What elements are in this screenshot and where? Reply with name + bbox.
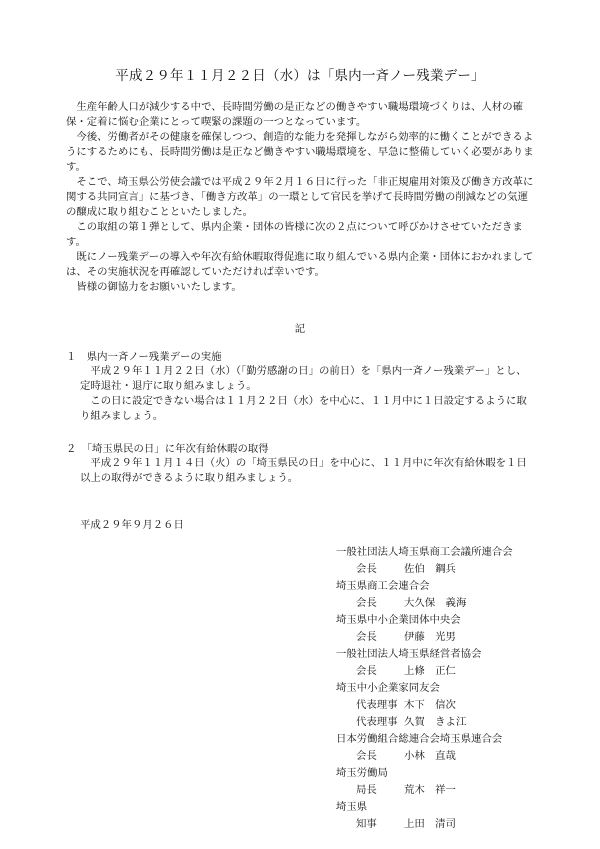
signer-person [336, 629, 513, 646]
signer-person [336, 561, 513, 578]
signer-title: 知事 [356, 818, 377, 830]
document-title: 平成２９年１１月２２日（水）は「県内一斉ノー残業デー」 [115, 68, 485, 84]
signer-name: 上田 清司 [404, 818, 456, 830]
intro-paragraph: そこで、埼玉県公労使会議では平成２９年２月１６日に行った「非正規雇用対策及び働き方改革に関する共同宣言」に基づき、「働き方改革」の一環として官民を挙げて長時間労働の削減などの気運の醸成に取り組むことといたしました。 [66, 176, 534, 218]
signer-title: 会長 [356, 563, 377, 575]
signer-name: 上條 正仁 [404, 665, 456, 677]
signer-org: 一般社団法人埼玉県経営者協会 [336, 648, 482, 660]
signer-person [336, 663, 513, 680]
intro-section [66, 100, 536, 295]
signer-name: 荒木 祥一 [404, 784, 456, 796]
signer-person [336, 748, 513, 765]
item-1-body [80, 364, 536, 424]
signer-name: 佐伯 鋼兵 [404, 563, 456, 575]
signer-person [336, 714, 513, 731]
signer-org: 埼玉労働局 [336, 767, 388, 779]
item-1-paragraph: この日に設定できない場合は１１月２２日（水）を中心に、１１月中に１日設定するように取り組みましょう。 [80, 395, 527, 422]
intro-paragraph: 今後、労働者がその健康を確保しつつ、創造的な能力を発揮しながら効率的に働くことができるようにするためにも、長時間労働は是正など働きやすい職場環境を、早急に整備していく必要があります。 [66, 131, 534, 173]
signer-name: 小林 直哉 [404, 750, 456, 762]
signer-name: 大久保 義海 [404, 597, 467, 609]
item-2-heading: ２ 「埼玉県民の日」に年次有給休暇の取得 [66, 443, 269, 455]
intro-paragraph: 皆様の御協力をお願いいたします。 [76, 281, 242, 293]
signer-org: 埼玉県中小企業団体中央会 [336, 614, 461, 626]
signer-title: 会長 [356, 665, 377, 677]
signer-person [336, 697, 513, 714]
intro-paragraph: この取組の第１弾として、県内企業・団体の皆様に次の２点について呼びかけさせていただきます。 [66, 221, 523, 248]
signer-title: 代表理事 [356, 716, 398, 728]
intro-paragraph: 既にノー残業デーの導入や年次有給休暇取得促進に取り組んでいる県内企業・団体におかれましては、その実施状況を再確認していただければ幸いです。 [66, 251, 534, 278]
signer-title: 会長 [356, 631, 377, 643]
signer-org: 一般社団法人埼玉県商工会議所連合会 [336, 546, 513, 558]
signer-name: 木下 信次 [404, 699, 456, 711]
signer-title: 会長 [356, 750, 377, 762]
signer-person [336, 782, 513, 799]
signer-person [336, 595, 513, 612]
signer-name: 久賀 きよ江 [404, 716, 467, 728]
signer-org: 埼玉中小企業家同友会 [336, 682, 440, 694]
signer-title: 代表理事 [356, 699, 398, 711]
ki-heading: 記 [294, 323, 306, 335]
issue-date: 平成２９年９月２６日 [80, 519, 184, 531]
signer-name: 伊藤 光男 [404, 631, 456, 643]
item-2-body [80, 456, 536, 486]
signer-org: 埼玉県 [336, 801, 368, 813]
item-1-heading: １ 県内一斉ノー残業デーの実施 [66, 351, 222, 363]
signer-title: 会長 [356, 597, 377, 609]
signer-org: 埼玉県商工会連合会 [336, 580, 430, 592]
item-2-paragraph: 平成２９年１１月１４日（火）の「埼玉県民の日」を中心に、１１月中に年次有給休暇を１日以上の取得ができるように取り組みましょう。 [80, 457, 527, 484]
signer-org: 日本労働組合総連合会埼玉県連合会 [336, 733, 503, 745]
signers-list [336, 544, 513, 833]
intro-paragraph: 生産年齢人口が減少する中で、長時間労働の是正などの働きやすい職場環境づくりは、人材の確保・定着に悩む企業にとって喫緊の課題の一つとなっています。 [66, 101, 523, 128]
signer-title: 局長 [356, 784, 377, 796]
signer-person [336, 816, 513, 833]
item-1-paragraph: 平成２９年１１月２２日（水）（「勤労感謝の日」の前日）を「県内一斉ノー残業デー」とし、定時退社・退庁に取り組みましょう。 [80, 365, 527, 392]
